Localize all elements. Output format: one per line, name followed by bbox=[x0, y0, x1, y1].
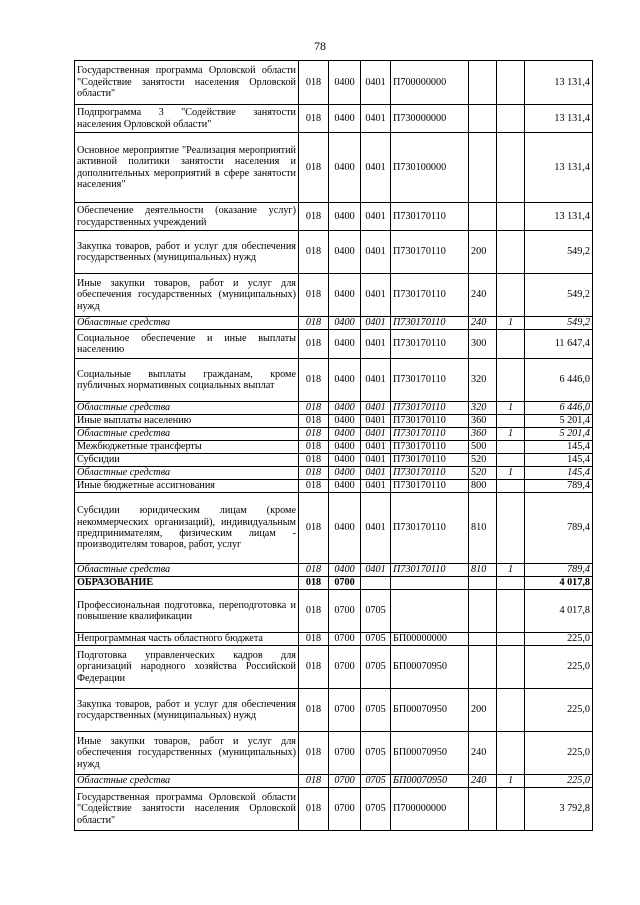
cell-ministry: 018 bbox=[299, 467, 329, 480]
cell-target-article bbox=[391, 590, 469, 633]
cell-funding-source bbox=[497, 480, 525, 493]
cell-name: Обеспечение деятельности (оказание услуг) государственных учреждений bbox=[75, 203, 299, 231]
table-row bbox=[75, 454, 593, 467]
cell-amount: 3 792,8 bbox=[525, 788, 593, 831]
cell-section: 0400 bbox=[329, 402, 361, 415]
cell-subsection: 0401 bbox=[361, 231, 391, 274]
cell-subsection: 0401 bbox=[361, 317, 391, 330]
cell-ministry: 018 bbox=[299, 402, 329, 415]
cell-expense-type: 240 bbox=[469, 274, 497, 317]
cell-subsection: 0705 bbox=[361, 646, 391, 689]
cell-funding-source bbox=[497, 454, 525, 467]
cell-section: 0400 bbox=[329, 133, 361, 203]
cell-funding-source: 1 bbox=[497, 564, 525, 577]
cell-ministry: 018 bbox=[299, 428, 329, 441]
cell-funding-source bbox=[497, 441, 525, 454]
cell-amount: 789,4 bbox=[525, 493, 593, 564]
table-row bbox=[75, 231, 593, 274]
cell-subsection: 0705 bbox=[361, 732, 391, 775]
cell-funding-source bbox=[497, 61, 525, 105]
cell-amount: 4 017,8 bbox=[525, 590, 593, 633]
cell-amount: 6 446,0 bbox=[525, 402, 593, 415]
cell-target-article bbox=[391, 577, 469, 590]
cell-target-article: П730170110 bbox=[391, 231, 469, 274]
cell-ministry: 018 bbox=[299, 590, 329, 633]
cell-target-article: П730170110 bbox=[391, 493, 469, 564]
cell-subsection: 0401 bbox=[361, 564, 391, 577]
cell-subsection: 0401 bbox=[361, 133, 391, 203]
table-row bbox=[75, 317, 593, 330]
cell-funding-source bbox=[497, 203, 525, 231]
cell-amount: 789,4 bbox=[525, 564, 593, 577]
table-row bbox=[75, 689, 593, 732]
cell-ministry: 018 bbox=[299, 577, 329, 590]
cell-ministry: 018 bbox=[299, 633, 329, 646]
cell-expense-type: 200 bbox=[469, 689, 497, 732]
cell-amount: 225,0 bbox=[525, 689, 593, 732]
cell-name: Подпрограмма 3 "Содействие занятости населения Орловской области" bbox=[75, 105, 299, 133]
cell-expense-type bbox=[469, 633, 497, 646]
table-row bbox=[75, 203, 593, 231]
cell-target-article: П730170110 bbox=[391, 564, 469, 577]
cell-funding-source bbox=[497, 689, 525, 732]
cell-name: Государственная программа Орловской области "Содействие занятости населения Орловской области" bbox=[75, 61, 299, 105]
cell-target-article: П730170110 bbox=[391, 428, 469, 441]
cell-target-article: П730170110 bbox=[391, 330, 469, 359]
cell-funding-source bbox=[497, 105, 525, 133]
cell-subsection: 0401 bbox=[361, 441, 391, 454]
cell-name: Областные средства bbox=[75, 467, 299, 480]
cell-name: Социальные выплаты гражданам, кроме публичных нормативных социальных выплат bbox=[75, 359, 299, 402]
cell-subsection: 0401 bbox=[361, 359, 391, 402]
cell-name: Иные закупки товаров, работ и услуг для обеспечения государственных (муниципальных) нужд bbox=[75, 274, 299, 317]
cell-section: 0400 bbox=[329, 359, 361, 402]
cell-funding-source bbox=[497, 633, 525, 646]
table-row bbox=[75, 788, 593, 831]
cell-expense-type: 200 bbox=[469, 231, 497, 274]
cell-amount: 13 131,4 bbox=[525, 203, 593, 231]
cell-target-article: БП00070950 bbox=[391, 732, 469, 775]
cell-section: 0400 bbox=[329, 428, 361, 441]
cell-section: 0400 bbox=[329, 61, 361, 105]
cell-subsection: 0401 bbox=[361, 61, 391, 105]
cell-section: 0400 bbox=[329, 467, 361, 480]
cell-ministry: 018 bbox=[299, 61, 329, 105]
table-row bbox=[75, 633, 593, 646]
cell-section: 0400 bbox=[329, 203, 361, 231]
cell-expense-type: 810 bbox=[469, 564, 497, 577]
table-row bbox=[75, 330, 593, 359]
cell-amount: 225,0 bbox=[525, 775, 593, 788]
cell-subsection: 0401 bbox=[361, 402, 391, 415]
cell-section: 0400 bbox=[329, 105, 361, 133]
cell-amount: 549,2 bbox=[525, 274, 593, 317]
cell-funding-source bbox=[497, 359, 525, 402]
cell-ministry: 018 bbox=[299, 788, 329, 831]
cell-funding-source bbox=[497, 590, 525, 633]
cell-ministry: 018 bbox=[299, 775, 329, 788]
cell-name: Закупка товаров, работ и услуг для обеспечения государственных (муниципальных) нужд bbox=[75, 689, 299, 732]
cell-expense-type bbox=[469, 105, 497, 133]
cell-name: Иные выплаты населению bbox=[75, 415, 299, 428]
cell-funding-source: 1 bbox=[497, 402, 525, 415]
cell-target-article: П730170110 bbox=[391, 359, 469, 402]
cell-section: 0700 bbox=[329, 775, 361, 788]
cell-subsection: 0401 bbox=[361, 274, 391, 317]
cell-section: 0400 bbox=[329, 274, 361, 317]
cell-ministry: 018 bbox=[299, 203, 329, 231]
cell-ministry: 018 bbox=[299, 274, 329, 317]
table-row bbox=[75, 105, 593, 133]
cell-funding-source bbox=[497, 330, 525, 359]
table-row bbox=[75, 590, 593, 633]
cell-subsection: 0401 bbox=[361, 454, 391, 467]
table-row bbox=[75, 61, 593, 105]
cell-expense-type: 300 bbox=[469, 330, 497, 359]
table-row bbox=[75, 564, 593, 577]
cell-subsection: 0705 bbox=[361, 633, 391, 646]
cell-expense-type: 500 bbox=[469, 441, 497, 454]
cell-amount: 13 131,4 bbox=[525, 105, 593, 133]
cell-target-article: П730170110 bbox=[391, 480, 469, 493]
cell-name: Иные бюджетные ассигнования bbox=[75, 480, 299, 493]
cell-name: Областные средства bbox=[75, 402, 299, 415]
cell-section: 0700 bbox=[329, 788, 361, 831]
cell-target-article: БП00070950 bbox=[391, 689, 469, 732]
cell-expense-type bbox=[469, 61, 497, 105]
cell-name: ОБРАЗОВАНИЕ bbox=[75, 577, 299, 590]
cell-ministry: 018 bbox=[299, 415, 329, 428]
cell-funding-source bbox=[497, 231, 525, 274]
cell-subsection: 0705 bbox=[361, 775, 391, 788]
cell-expense-type: 320 bbox=[469, 402, 497, 415]
cell-target-article: П730170110 bbox=[391, 454, 469, 467]
cell-name: Межбюджетные трансферты bbox=[75, 441, 299, 454]
cell-ministry: 018 bbox=[299, 454, 329, 467]
table-row bbox=[75, 732, 593, 775]
table-row bbox=[75, 274, 593, 317]
cell-target-article: П730170110 bbox=[391, 317, 469, 330]
cell-subsection: 0401 bbox=[361, 105, 391, 133]
cell-subsection: 0705 bbox=[361, 689, 391, 732]
cell-target-article: П730170110 bbox=[391, 274, 469, 317]
cell-name: Иные закупки товаров, работ и услуг для обеспечения государственных (муниципальных) нужд bbox=[75, 732, 299, 775]
cell-amount: 789,4 bbox=[525, 480, 593, 493]
cell-name: Профессиональная подготовка, переподготовка и повышение квалификации bbox=[75, 590, 299, 633]
cell-funding-source bbox=[497, 646, 525, 689]
cell-section: 0400 bbox=[329, 317, 361, 330]
cell-section: 0400 bbox=[329, 330, 361, 359]
cell-section: 0700 bbox=[329, 646, 361, 689]
table-row bbox=[75, 359, 593, 402]
cell-name: Социальное обеспечение и иные выплаты населению bbox=[75, 330, 299, 359]
cell-amount: 11 647,4 bbox=[525, 330, 593, 359]
cell-amount: 5 201,4 bbox=[525, 415, 593, 428]
cell-expense-type: 240 bbox=[469, 775, 497, 788]
cell-expense-type bbox=[469, 646, 497, 689]
cell-name: Областные средства bbox=[75, 317, 299, 330]
cell-expense-type: 520 bbox=[469, 467, 497, 480]
cell-expense-type bbox=[469, 590, 497, 633]
cell-section: 0400 bbox=[329, 441, 361, 454]
cell-ministry: 018 bbox=[299, 564, 329, 577]
cell-expense-type bbox=[469, 133, 497, 203]
cell-section: 0400 bbox=[329, 493, 361, 564]
cell-target-article: П730170110 bbox=[391, 441, 469, 454]
cell-target-article: БП00070950 bbox=[391, 775, 469, 788]
cell-name: Подготовка управленческих кадров для организаций народного хозяйства Российской Федерации bbox=[75, 646, 299, 689]
cell-funding-source bbox=[497, 493, 525, 564]
table-row bbox=[75, 428, 593, 441]
cell-amount: 225,0 bbox=[525, 732, 593, 775]
table-row bbox=[75, 441, 593, 454]
cell-name: Основное мероприятие "Реализация мероприятий активной политики занятости населения и дополнительных мероприятий в сфере занятости населения" bbox=[75, 133, 299, 203]
cell-expense-type: 360 bbox=[469, 428, 497, 441]
cell-target-article: П730170110 bbox=[391, 415, 469, 428]
cell-funding-source: 1 bbox=[497, 317, 525, 330]
cell-amount: 549,2 bbox=[525, 231, 593, 274]
table-row bbox=[75, 493, 593, 564]
cell-funding-source: 1 bbox=[497, 428, 525, 441]
cell-ministry: 018 bbox=[299, 689, 329, 732]
page-number: 78 bbox=[314, 39, 326, 53]
cell-target-article: П730170110 bbox=[391, 402, 469, 415]
cell-subsection: 0401 bbox=[361, 480, 391, 493]
cell-subsection bbox=[361, 577, 391, 590]
cell-subsection: 0401 bbox=[361, 493, 391, 564]
cell-amount: 6 446,0 bbox=[525, 359, 593, 402]
cell-expense-type: 240 bbox=[469, 732, 497, 775]
cell-funding-source bbox=[497, 274, 525, 317]
cell-expense-type: 810 bbox=[469, 493, 497, 564]
cell-name: Субсидии юридическим лицам (кроме некоммерческих организаций), индивидуальным предпринимателям, физическим лицам - производителям товаров, работ, услуг bbox=[75, 493, 299, 564]
table-row bbox=[75, 775, 593, 788]
cell-section: 0400 bbox=[329, 480, 361, 493]
cell-section: 0400 bbox=[329, 415, 361, 428]
cell-amount: 13 131,4 bbox=[525, 133, 593, 203]
cell-ministry: 018 bbox=[299, 480, 329, 493]
cell-subsection: 0705 bbox=[361, 788, 391, 831]
cell-amount: 145,4 bbox=[525, 467, 593, 480]
cell-section: 0400 bbox=[329, 564, 361, 577]
cell-section: 0700 bbox=[329, 732, 361, 775]
cell-expense-type: 320 bbox=[469, 359, 497, 402]
cell-ministry: 018 bbox=[299, 317, 329, 330]
table-row bbox=[75, 577, 593, 590]
cell-funding-source: 1 bbox=[497, 775, 525, 788]
cell-ministry: 018 bbox=[299, 133, 329, 203]
cell-expense-type: 800 bbox=[469, 480, 497, 493]
cell-amount: 225,0 bbox=[525, 646, 593, 689]
cell-subsection: 0401 bbox=[361, 428, 391, 441]
cell-ministry: 018 bbox=[299, 493, 329, 564]
table-row bbox=[75, 480, 593, 493]
cell-amount: 145,4 bbox=[525, 441, 593, 454]
cell-ministry: 018 bbox=[299, 359, 329, 402]
cell-expense-type: 360 bbox=[469, 415, 497, 428]
table-row bbox=[75, 646, 593, 689]
cell-subsection: 0401 bbox=[361, 203, 391, 231]
cell-ministry: 018 bbox=[299, 441, 329, 454]
cell-expense-type bbox=[469, 788, 497, 831]
cell-name: Областные средства bbox=[75, 564, 299, 577]
cell-amount: 5 201,4 bbox=[525, 428, 593, 441]
cell-target-article: П700000000 bbox=[391, 61, 469, 105]
cell-name: Субсидии bbox=[75, 454, 299, 467]
cell-target-article: П700000000 bbox=[391, 788, 469, 831]
table-row bbox=[75, 402, 593, 415]
cell-target-article: П730100000 bbox=[391, 133, 469, 203]
cell-name: Закупка товаров, работ и услуг для обеспечения государственных (муниципальных) нужд bbox=[75, 231, 299, 274]
cell-amount: 225,0 bbox=[525, 633, 593, 646]
cell-ministry: 018 bbox=[299, 732, 329, 775]
cell-section: 0700 bbox=[329, 577, 361, 590]
cell-subsection: 0401 bbox=[361, 415, 391, 428]
cell-amount: 13 131,4 bbox=[525, 61, 593, 105]
cell-target-article: П730170110 bbox=[391, 467, 469, 480]
budget-table bbox=[74, 60, 593, 831]
cell-name: Областные средства bbox=[75, 428, 299, 441]
cell-name: Непрограммная часть областного бюджета bbox=[75, 633, 299, 646]
cell-section: 0400 bbox=[329, 454, 361, 467]
cell-target-article: П730170110 bbox=[391, 203, 469, 231]
cell-section: 0700 bbox=[329, 590, 361, 633]
cell-funding-source bbox=[497, 577, 525, 590]
cell-funding-source bbox=[497, 415, 525, 428]
cell-amount: 549,2 bbox=[525, 317, 593, 330]
cell-section: 0700 bbox=[329, 689, 361, 732]
cell-target-article: П730000000 bbox=[391, 105, 469, 133]
cell-amount: 145,4 bbox=[525, 454, 593, 467]
table-row bbox=[75, 467, 593, 480]
cell-expense-type: 520 bbox=[469, 454, 497, 467]
cell-ministry: 018 bbox=[299, 330, 329, 359]
cell-target-article: БП00000000 bbox=[391, 633, 469, 646]
cell-target-article: БП00070950 bbox=[391, 646, 469, 689]
cell-amount: 4 017,8 bbox=[525, 577, 593, 590]
cell-section: 0700 bbox=[329, 633, 361, 646]
cell-subsection: 0705 bbox=[361, 590, 391, 633]
cell-funding-source bbox=[497, 732, 525, 775]
cell-ministry: 018 bbox=[299, 105, 329, 133]
cell-subsection: 0401 bbox=[361, 330, 391, 359]
cell-section: 0400 bbox=[329, 231, 361, 274]
cell-expense-type bbox=[469, 203, 497, 231]
cell-expense-type bbox=[469, 577, 497, 590]
table-row bbox=[75, 415, 593, 428]
cell-funding-source: 1 bbox=[497, 467, 525, 480]
cell-funding-source bbox=[497, 133, 525, 203]
cell-name: Областные средства bbox=[75, 775, 299, 788]
table-row bbox=[75, 133, 593, 203]
cell-ministry: 018 bbox=[299, 231, 329, 274]
cell-funding-source bbox=[497, 788, 525, 831]
cell-ministry: 018 bbox=[299, 646, 329, 689]
cell-expense-type: 240 bbox=[469, 317, 497, 330]
cell-subsection: 0401 bbox=[361, 467, 391, 480]
cell-name: Государственная программа Орловской области "Содействие занятости населения Орловской области" bbox=[75, 788, 299, 831]
